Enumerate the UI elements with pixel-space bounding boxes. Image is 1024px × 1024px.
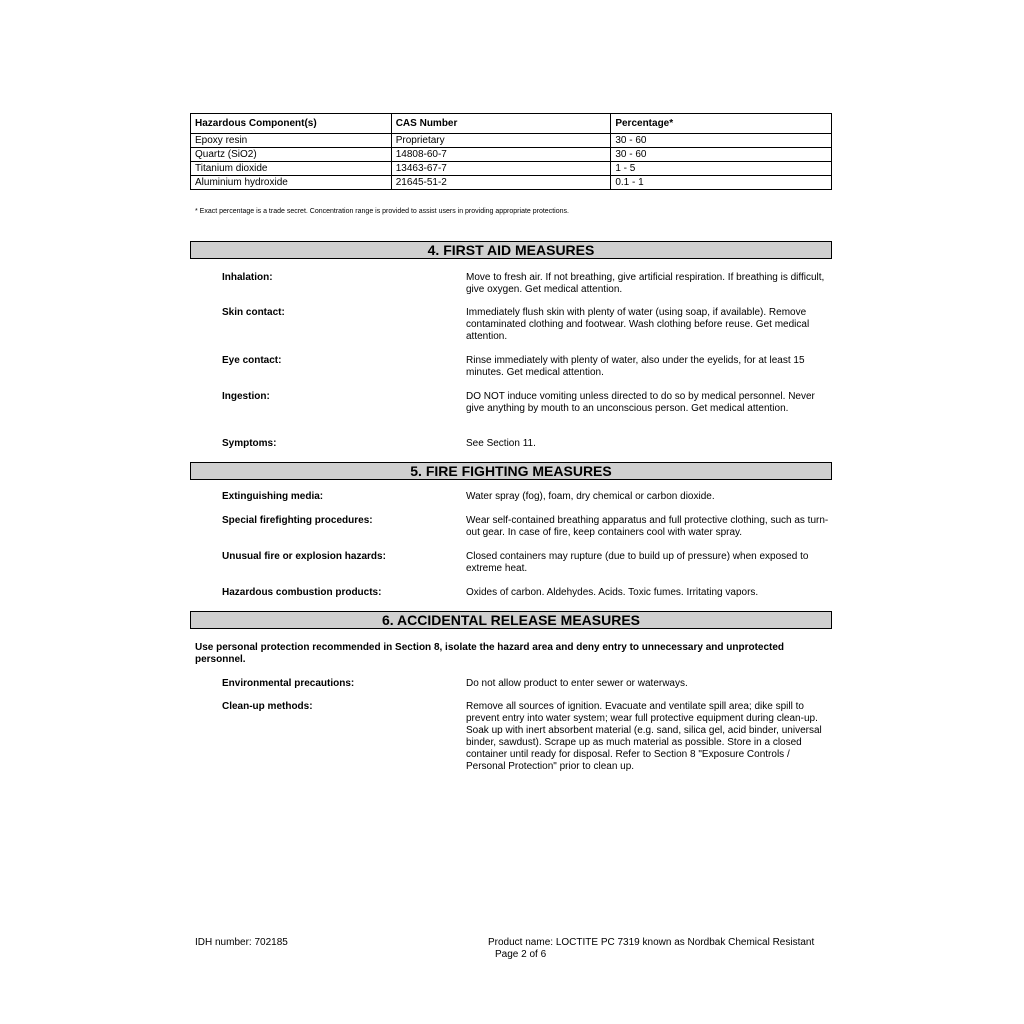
percentage: 30 - 60 (611, 134, 832, 148)
section-4-header: 4. FIRST AID MEASURES (190, 241, 832, 259)
idh-number: IDH number: 702185 (195, 937, 288, 948)
item-value: Water spray (fog), foam, dry chemical or carbon dioxide. (466, 491, 715, 502)
table-row (191, 162, 832, 176)
item-label: Inhalation: (222, 272, 273, 283)
component-name: Epoxy resin (191, 134, 392, 148)
item-label: Extinguishing media: (222, 491, 324, 502)
item-value: Oxides of carbon. Aldehydes. Acids. Toxic fumes. Irritating vapors. (466, 587, 759, 598)
table-row (191, 134, 832, 148)
component-name: Aluminium hydroxide (191, 176, 392, 190)
item-value: DO NOT induce vomiting unless directed to do so by medical personnel. Never give anything by mouth to an unconscious person. Get medical attention. (466, 391, 815, 414)
item-label: Unusual fire or explosion hazards: (222, 551, 386, 562)
item-value: Closed containers may rupture (due to build up of pressure) when exposed to extreme heat. (466, 551, 809, 574)
hazardous-components-table (190, 113, 832, 190)
cas-number: Proprietary (391, 134, 611, 148)
header-percentage: Percentage* (611, 114, 832, 134)
item-value: See Section 11. (466, 438, 536, 449)
item-label: Skin contact: (222, 307, 285, 318)
item-label: Eye contact: (222, 355, 282, 366)
item-label: Hazardous combustion products: (222, 587, 382, 598)
item-label: Environmental precautions: (222, 678, 355, 689)
item-value: Wear self-contained breathing apparatus and full protective clothing, such as turn-out gear. In case of fire, keep containers cool with water spray. (466, 515, 829, 538)
cas-number: 13463-67-7 (391, 162, 611, 176)
item-label: Ingestion: (222, 391, 270, 402)
component-name: Titanium dioxide (191, 162, 392, 176)
table-header-row (191, 114, 832, 134)
item-label: Symptoms: (222, 438, 277, 449)
table-row (191, 148, 832, 162)
item-value: Do not allow product to enter sewer or waterways. (466, 678, 688, 689)
table-row (191, 176, 832, 190)
section-5-header: 5. FIRE FIGHTING MEASURES (190, 462, 832, 480)
cas-number: 21645-51-2 (391, 176, 611, 190)
item-value: Rinse immediately with plenty of water, also under the eyelids, for at least 15 minutes. Get medical attention. (466, 355, 805, 378)
component-name: Quartz (SiO2) (191, 148, 392, 162)
percentage: 1 - 5 (611, 162, 832, 176)
release-intro-text: Use personal protection recommended in Section 8, isolate the hazard area and deny entry to unnecessary and unprotected personnel. (195, 642, 785, 665)
item-value: Move to fresh air. If not breathing, give artificial respiration. If breathing is difficult, give oxygen. Get medical attention. (466, 272, 825, 295)
percentage: 30 - 60 (611, 148, 832, 162)
item-value: Immediately flush skin with plenty of water (using soap, if available). Remove contaminated clothing and footwear. Wash clothing before reuse. Get medical attention. (466, 307, 810, 342)
page-number: Page 2 of 6 (495, 949, 547, 960)
section-6-header: 6. ACCIDENTAL RELEASE MEASURES (190, 611, 832, 629)
percentage: 0.1 - 1 (611, 176, 832, 190)
percentage-footnote: * Exact percentage is a trade secret. Concentration range is provided to assist users in providing appropriate protections. (195, 208, 569, 215)
header-cas: CAS Number (391, 114, 611, 134)
item-label: Clean-up methods: (222, 701, 313, 712)
header-component: Hazardous Component(s) (191, 114, 392, 134)
item-label: Special firefighting procedures: (222, 515, 373, 526)
product-name: Product name: LOCTITE PC 7319 known as Nordbak Chemical Resistant (488, 937, 815, 948)
cas-number: 14808-60-7 (391, 148, 611, 162)
item-value: Remove all sources of ignition. Evacuate and ventilate spill area; dike spill to prevent entry into water system; wear full protective equipment during clean-up. Soak up with inert absorbent material (e.g. sand, silica gel, acid binder, universal binder, sawdust). Scrape up as much material as possible. Store in a closed container until ready for disposal. Refer to Section 8 "Exposure Controls / Personal Protection" prior to clean up. (466, 701, 822, 772)
